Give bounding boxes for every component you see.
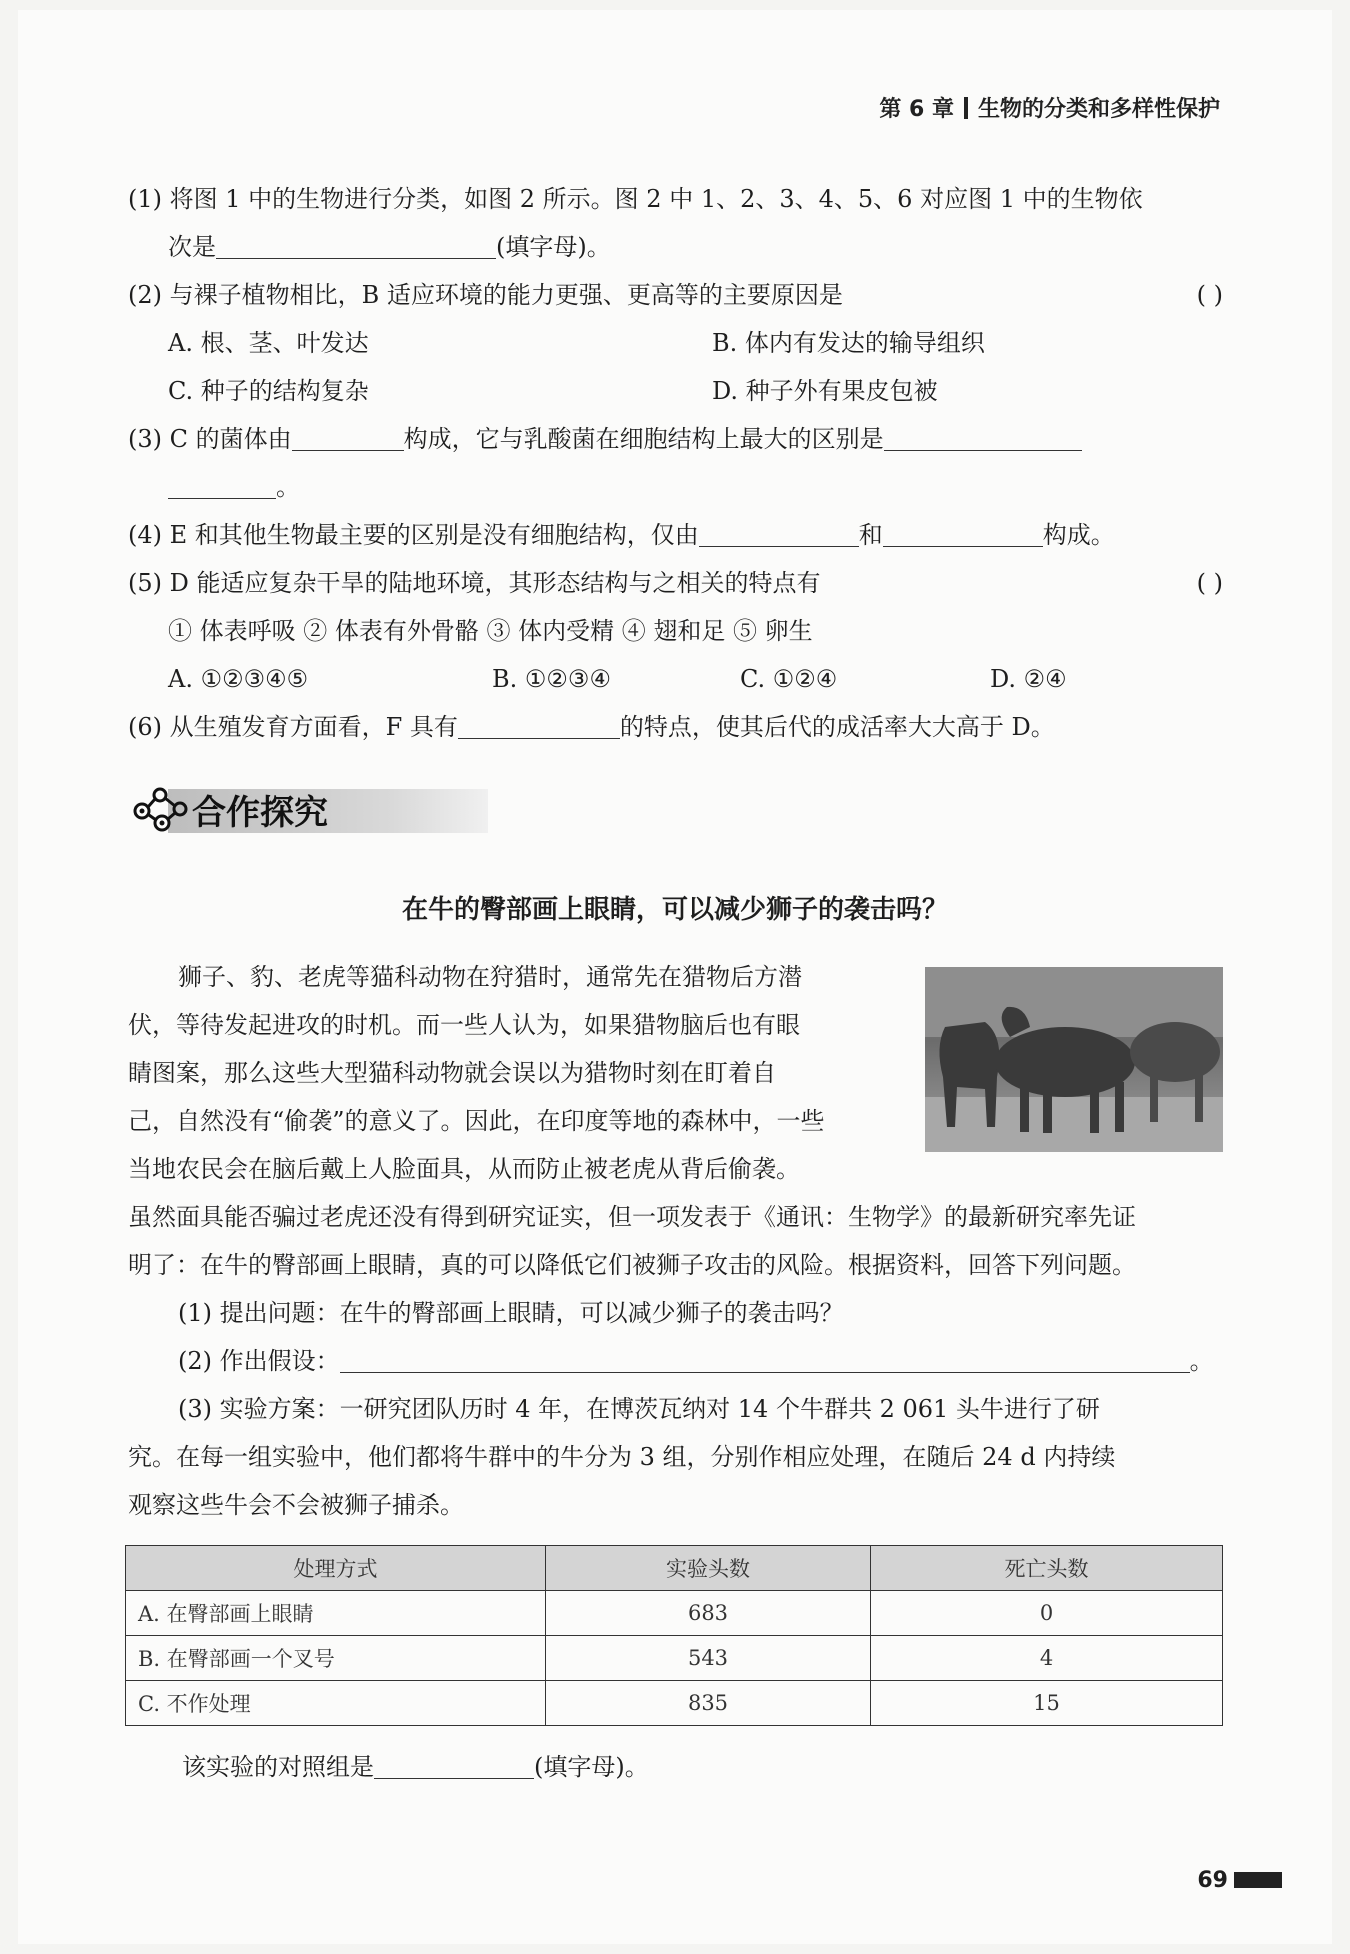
cattle-photo xyxy=(925,967,1223,1152)
q5-option-a: A. ①②③④⑤ xyxy=(168,665,309,693)
passage-line-7: 明了：在牛的臀部画上眼睛，真的可以降低它们被狮子攻击的风险。根据资料，回答下列问题。 xyxy=(128,1251,1136,1279)
q3-blank-2-cont[interactable] xyxy=(168,472,276,499)
question-5: (5) D 能适应复杂干旱的陆地环境，其形态结构与之相关的特点有 xyxy=(128,569,821,597)
q2-option-d: D. 种子外有果皮包被 xyxy=(712,377,938,405)
table-cell: A. 在臀部画上眼睛 xyxy=(126,1591,546,1636)
cattle-photo-drawing xyxy=(925,967,1223,1152)
q3-middle: 构成，它与乳酸菌在细胞结构上最大的区别是 xyxy=(403,425,884,453)
passage-line-4: 己，自然没有“偷袭”的意义了。因此，在印度等地的森林中，一些 xyxy=(128,1107,825,1135)
table-cell: B. 在臀部画一个叉号 xyxy=(126,1636,546,1681)
page-number-bar xyxy=(1234,1872,1282,1888)
step-1: (1) 提出问题：在牛的臀部画上眼睛，可以减少狮子的袭击吗？ xyxy=(178,1299,844,1327)
q4-middle: 和 xyxy=(858,521,883,549)
question-4 xyxy=(128,518,1115,552)
hypothesis-blank[interactable] xyxy=(340,1346,1190,1373)
table-cell: 0 xyxy=(871,1591,1223,1636)
question-6 xyxy=(128,710,1055,744)
chapter-number: 第 6 章 xyxy=(879,97,954,122)
table-header-cell: 死亡头数 xyxy=(871,1546,1223,1591)
table-header-cell: 实验头数 xyxy=(546,1546,871,1591)
table-header-row xyxy=(126,1546,1223,1591)
q5-option-d: D. ②④ xyxy=(990,665,1067,693)
passage-line-3: 睛图案，那么这些大型猫科动物就会误以为猎物时刻在盯着自 xyxy=(128,1059,776,1087)
chapter-title: 生物的分类和多样性保护 xyxy=(977,97,1220,122)
q1-prefix: 次是 xyxy=(168,233,216,261)
table-row xyxy=(126,1591,1223,1636)
step-3-line-2: 究。在每一组实验中，他们都将牛群中的牛分为 3 组，分别作相应处理，在随后 24 d 内持续 xyxy=(128,1443,1116,1471)
q2-option-a: A. 根、茎、叶发达 xyxy=(168,329,369,357)
question-3-line-1 xyxy=(128,422,1082,456)
step-2-end: 。 xyxy=(1189,1347,1214,1375)
q4-end: 构成。 xyxy=(1042,521,1115,549)
table-cell: 4 xyxy=(871,1636,1223,1681)
q6-prefix: (6) 从生殖发育方面看，F 具有 xyxy=(128,713,458,741)
page-number: 69 xyxy=(1197,1868,1228,1893)
molecule-icon xyxy=(128,783,196,835)
passage-line-6: 虽然面具能否骗过老虎还没有得到研究证实，但一项发表于《通讯：生物学》的最新研究率先证 xyxy=(128,1203,1136,1231)
q4-prefix: (4) E 和其他生物最主要的区别是没有细胞结构，仅由 xyxy=(128,521,699,549)
q4-blank-2[interactable] xyxy=(883,520,1043,547)
questions-block xyxy=(128,0,1223,760)
q1-suffix: (填字母)。 xyxy=(496,233,611,261)
control-prefix: 该实验的对照组是 xyxy=(182,1753,374,1781)
passage-line-5: 当地农民会在脑后戴上人脸面具，从而防止被老虎从背后偷袭。 xyxy=(128,1155,800,1183)
table-row xyxy=(126,1681,1223,1726)
question-1-line-2 xyxy=(168,230,611,264)
table-cell: 543 xyxy=(546,1636,871,1681)
q3-blank-1[interactable] xyxy=(292,424,404,451)
q1-answer-blank[interactable] xyxy=(216,232,496,259)
section-header xyxy=(128,783,328,835)
table-cell: 835 xyxy=(546,1681,871,1726)
step-2-prefix: (2) 作出假设： xyxy=(178,1347,340,1375)
q5-answer-paren[interactable]: ( ) xyxy=(1196,569,1223,597)
question-3-line-2 xyxy=(168,470,300,504)
q5-option-c: C. ①②④ xyxy=(740,665,838,693)
q2-option-c: C. 种子的结构复杂 xyxy=(168,377,369,405)
q6-suffix: 的特点，使其后代的成活率大大高于 D。 xyxy=(619,713,1055,741)
experiment-table xyxy=(125,1545,1223,1726)
control-group-blank[interactable] xyxy=(374,1752,534,1779)
q5-option-b: B. ①②③④ xyxy=(492,665,611,693)
q3-prefix: (3) C 的菌体由 xyxy=(128,425,292,453)
q2-answer-paren[interactable]: ( ) xyxy=(1196,281,1223,309)
question-1-line-1: (1) 将图 1 中的生物进行分类，如图 2 所示。图 2 中 1、2、3、4、5、6 对应图 1 中的生物依 xyxy=(128,185,1143,213)
table-header-cell: 处理方式 xyxy=(126,1546,546,1591)
control-suffix: (填字母)。 xyxy=(534,1753,649,1781)
passage-line-1: 狮子、豹、老虎等猫科动物在狩猎时，通常先在猎物后方潜 xyxy=(178,963,802,991)
passage-line-2: 伏，等待发起进攻的时机。而一些人认为，如果猎物脑后也有眼 xyxy=(128,1011,800,1039)
passage-heading: 在牛的臀部画上眼睛，可以减少狮子的袭击吗？ xyxy=(401,895,948,925)
table-cell: C. 不作处理 xyxy=(126,1681,546,1726)
step-3-line-1: (3) 实验方案：一研究团队历时 4 年，在博茨瓦纳对 14 个牛群共 2 061 头牛进行了研 xyxy=(178,1395,1100,1423)
q5-items: ① 体表呼吸 ② 体表有外骨骼 ③ 体内受精 ④ 翅和足 ⑤ 卵生 xyxy=(168,617,813,645)
step-3-line-3: 观察这些牛会不会被狮子捕杀。 xyxy=(128,1491,464,1519)
question-2: (2) 与裸子植物相比，B 适应环境的能力更强、更高等的主要原因是 xyxy=(128,281,843,309)
control-group-question xyxy=(182,1750,649,1784)
q2-option-b: B. 体内有发达的输导组织 xyxy=(712,329,985,357)
section-title: 合作探究 xyxy=(192,792,328,833)
q3-blank-2[interactable] xyxy=(884,424,1082,451)
q6-blank[interactable] xyxy=(458,712,620,739)
step-2 xyxy=(178,1344,1214,1378)
q3-end: 。 xyxy=(276,473,300,501)
table-cell: 15 xyxy=(871,1681,1223,1726)
q4-blank-1[interactable] xyxy=(699,520,859,547)
table-row xyxy=(126,1636,1223,1681)
table-cell: 683 xyxy=(546,1591,871,1636)
